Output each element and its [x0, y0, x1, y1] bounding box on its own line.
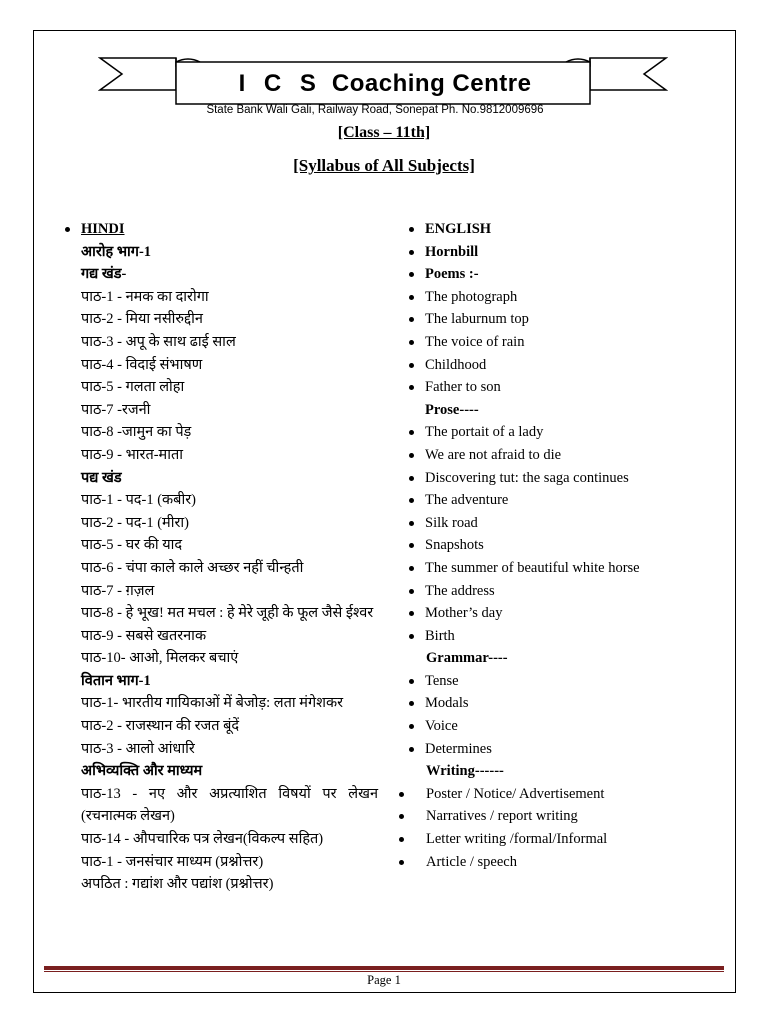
hindi-item: पाठ-3 - आलो आंधारि — [81, 740, 195, 757]
hindi-item: पाठ-1- भारतीय गायिकाओं में बेजोड़: लता मंगेशकर — [81, 695, 344, 712]
hindi-item: पाठ-8 -जामुन का पेड़ — [81, 424, 192, 441]
english-item: The summer of beautiful white horse — [408, 557, 728, 580]
english-item: Mother’s day — [408, 602, 728, 625]
hindi-item: पाठ-9 - भारत-माता — [81, 446, 183, 463]
hindi-item: पाठ-1 - पद-1 (कबीर) — [81, 492, 196, 509]
english-item: Voice — [408, 715, 728, 738]
hindi-item: पाठ-4 - विदाई संभाषण — [81, 356, 203, 373]
hindi-item: पाठ-10- आओ, मिलकर बचाएं — [81, 650, 239, 667]
title-rest: Coaching Centre — [331, 70, 532, 97]
writing-heading: Writing------ — [426, 763, 504, 780]
hindi-item: पाठ-8 - हे भूख! मत मचल : हे मेरे जूही के फूल जैसे ईश्वर — [81, 605, 374, 622]
english-book-heading: Hornbill — [408, 241, 728, 264]
english-item: Determines — [408, 738, 728, 761]
hindi-item: पाठ-3 - अपू के साथ ढाई साल — [81, 333, 236, 350]
english-item: Discovering tut: the saga continues — [408, 467, 728, 490]
english-column — [408, 218, 728, 873]
english-item: Birth — [408, 625, 728, 648]
english-item: The adventure — [408, 489, 728, 512]
hindi-item: पाठ-13 - नए और अप्रत्याशित विषयों पर लेखन (रचनात्मक लेखन) — [81, 785, 378, 825]
hindi-subject-heading: HINDI — [64, 218, 384, 241]
poems-heading: Poems :- — [408, 263, 728, 286]
hindi-item: पाठ-1 - नमक का दारोगा — [81, 288, 209, 305]
hindi-book-heading: आरोह भाग-1 — [81, 243, 152, 260]
prose-heading: Prose---- — [425, 401, 479, 418]
hindi-item: पाठ-14 - औपचारिक पत्र लेखन(विकल्प सहित) — [81, 831, 324, 848]
gadya-heading: गद्य खंड- — [81, 266, 127, 283]
hindi-item: पाठ-2 - मिया नसीरुद्दीन — [81, 311, 203, 328]
hindi-item: पाठ-2 - राजस्थान की रजत बूंदें — [81, 718, 240, 735]
english-item: The portait of a lady — [408, 421, 728, 444]
english-item: The laburnum top — [408, 308, 728, 331]
vitan-heading: वितान भाग-1 — [81, 672, 151, 689]
address-line: State Bank Wali Gali, Railway Road, Sonepat Ph. No.9812009696 — [206, 104, 544, 116]
grammar-heading: Grammar---- — [426, 650, 508, 667]
english-item: The photograph — [408, 286, 728, 309]
footer-divider — [44, 966, 724, 970]
hindi-item: पाठ-7 -रजनी — [81, 401, 151, 418]
syllabus-heading: [Syllabus of All Subjects] — [293, 156, 475, 175]
english-item: Letter writing /formal/Informal — [398, 828, 718, 851]
english-item: Childhood — [408, 354, 728, 377]
english-item: Tense — [408, 670, 728, 693]
hindi-column — [64, 218, 384, 896]
english-item: We are not afraid to die — [408, 444, 728, 467]
hindi-item: पाठ-5 - गलता लोहा — [81, 379, 185, 396]
english-item: The address — [408, 580, 728, 603]
abhivyakti-heading: अभिव्यक्ति और माध्यम — [81, 763, 203, 780]
hindi-item: पाठ-9 - सबसे खतरनाक — [81, 627, 207, 644]
padya-heading: पद्य खंड — [81, 469, 122, 486]
english-item: Article / speech — [398, 851, 718, 874]
page-number: Page 1 — [367, 973, 401, 987]
english-item: Modals — [408, 692, 728, 715]
hindi-item: पाठ-2 - पद-1 (मीरा) — [81, 514, 189, 531]
english-item: Snapshots — [408, 534, 728, 557]
footer-divider-thin — [44, 971, 724, 972]
hindi-item: पाठ-5 - घर की याद — [81, 537, 183, 554]
hindi-item: पाठ-7 - ग़ज़ल — [81, 582, 155, 599]
hindi-item: पाठ-6 - चंपा काले काले अच्छर नहीं चीन्हती — [81, 559, 304, 576]
hindi-item: अपठित : गद्यांश और पद्यांश (प्रश्नोत्तर) — [81, 876, 274, 893]
english-item: Father to son — [408, 376, 728, 399]
english-item: Poster / Notice/ Advertisement — [398, 783, 718, 806]
hindi-item: पाठ-1 - जनसंचार माध्यम (प्रश्नोत्तर) — [81, 853, 264, 870]
title-prefix: I C S — [238, 70, 322, 97]
coaching-centre-title — [175, 70, 595, 98]
english-subject-heading: ENGLISH — [408, 218, 728, 241]
english-item: Narratives / report writing — [398, 805, 718, 828]
class-heading: [Class – 11th] — [337, 124, 431, 141]
english-item: Silk road — [408, 512, 728, 535]
english-item: The voice of rain — [408, 331, 728, 354]
